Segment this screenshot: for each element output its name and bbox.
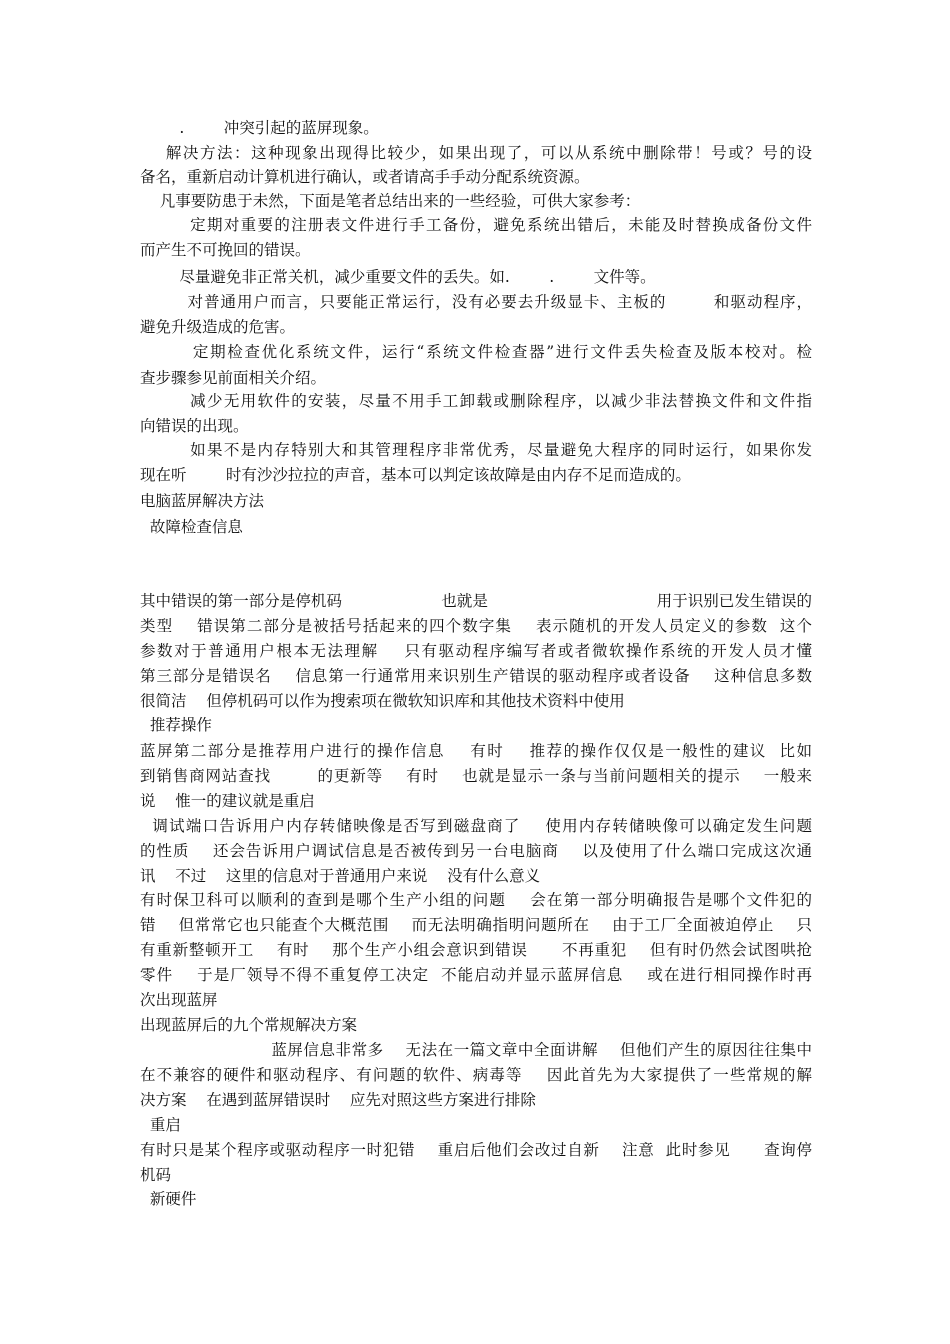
section-heading: 出现蓝屏后的九个常规解决方案	[140, 1016, 358, 1034]
subheading: 故障检查信息	[140, 518, 243, 536]
text-line: 蓝屏信息非常多 无法在一篇文章中全面讲解 但他们产生的原因往往集中	[140, 1041, 812, 1059]
text-line: 错 但常常它也只能查个大概范围 而无法明确指明问题所在 由于工厂全面被迫停止 只	[140, 916, 812, 934]
text-line: 很简洁 但停机码可以作为搜索项在微软知识库和其他技术资料中使用	[140, 692, 625, 710]
text-line: 决方案 在遇到蓝屏错误时 应先对照这些方案进行排除	[140, 1091, 536, 1109]
text-line: 的性质 还会告诉用户调试信息是否被传到另一台电脑商 以及使用了什么端口完成这次通	[140, 842, 812, 860]
text-line: 机码	[140, 1166, 172, 1184]
text-line: 查步骤参见前面相关介绍。	[140, 369, 327, 387]
text-line: 有时只是某个程序或驱动程序一时犯错 重启后他们会改过自新 注意 此时参见 查询停	[140, 1141, 812, 1159]
text-line: 说 惟一的建议就是重启	[140, 792, 315, 810]
text-line: 避免升级造成的危害。	[140, 318, 296, 336]
subheading: 推荐操作	[140, 716, 212, 734]
text-line: 有时保卫科可以顺利的查到是哪个生产小组的问题 会在第一部分明确报告是哪个文件犯的	[140, 891, 812, 909]
text-line: 现在听 时有沙沙拉拉的声音，基本可以判定该故障是由内存不足而造成的。	[140, 466, 691, 484]
text-line: 向错误的出现。	[140, 417, 249, 435]
text-line: 次出现蓝屏	[140, 991, 218, 1009]
text-line: 参数对于普通用户根本无法理解 只有驱动程序编写者或者微软操作系统的开发人员才懂	[140, 642, 812, 660]
text-line: 有重新整顿开工 有时 那个生产小组会意识到错误 不再重犯 但有时仍然会试图哄抢	[140, 941, 812, 959]
section-heading: 电脑蓝屏解决方法	[140, 492, 265, 510]
text-line: 如果不是内存特别大和其管理程序非常优秀，尽量避免大程序的同时运行，如果你发	[140, 441, 812, 459]
text-line: 类型 错误第二部分是被括号括起来的四个数字集 表示随机的开发人员定义的参数 这个	[140, 617, 812, 635]
text-line: 备名，重新启动计算机进行确认，或者请高手手动分配系统资源。	[140, 168, 590, 186]
text-line: 零件 于是厂领导不得不重复停工决定 不能启动并显示蓝屏信息 或在进行相同操作时再	[140, 966, 812, 984]
text-line: . 冲突引起的蓝屏现象。	[140, 119, 379, 137]
text-line: 尽量避免非正常关机，减少重要文件的丢失。如. . 文件等。	[140, 268, 656, 286]
text-line: 减少无用软件的安装，尽量不用手工卸载或删除程序，以减少非法替换文件和文件指	[140, 392, 812, 410]
text-line: 定期检查优化系统文件，运行“系统文件检查器”进行文件丢失检查及版本校对。检	[140, 343, 812, 361]
text-line: 第三部分是错误名 信息第一行通常用来识别生产错误的驱动程序或者设备 这种信息多数	[140, 667, 812, 685]
text-line: 其中错误的第一部分是停机码 也就是 用于识别已发生错误的	[140, 592, 812, 610]
text-line: 解决方法：这种现象出现得比较少，如果出现了，可以从系统中删除带！号或？号的设	[140, 144, 812, 162]
text-line: 调试端口告诉用户内存转储映像是否写到磁盘商了 使用内存转储映像可以确定发生问题	[140, 817, 812, 835]
subheading: 新硬件	[140, 1190, 197, 1208]
text-line: 凡事要防患于未然，下面是笔者总结出来的一些经验，可供大家参考：	[140, 192, 641, 210]
text-line: 讯 不过 这里的信息对于普通用户来说 没有什么意义	[140, 867, 541, 885]
subheading: 重启	[140, 1116, 181, 1134]
text-line: 到销售商网站查找 的更新等 有时 也就是显示一条与当前问题相关的提示 一般来	[140, 767, 812, 785]
text-line: 在不兼容的硬件和驱动程序、有问题的软件、病毒等 因此首先为大家提供了一些常规的解	[140, 1066, 812, 1084]
text-line: 对普通用户而言，只要能正常运行，没有必要去升级显卡、主板的 和驱动程序，	[140, 293, 812, 311]
text-line: 定期对重要的注册表文件进行手工备份，避免系统出错后，未能及时替换成备份文件	[140, 216, 812, 234]
text-line: 而产生不可挽回的错误。	[140, 241, 311, 259]
text-line: 蓝屏第二部分是推荐用户进行的操作信息 有时 推荐的操作仅仅是一般性的建议 比如	[140, 742, 812, 760]
